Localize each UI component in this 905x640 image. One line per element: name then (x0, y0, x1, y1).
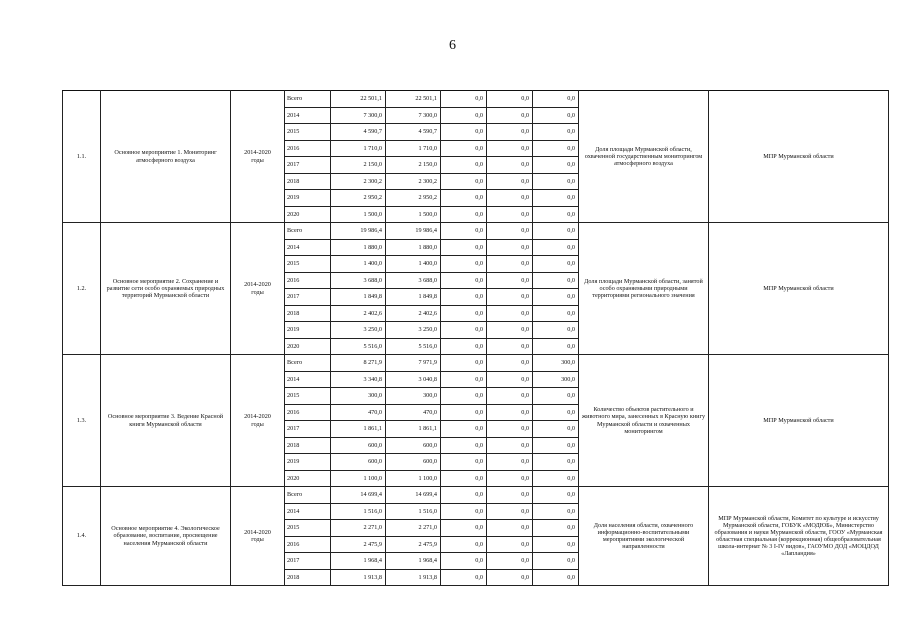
amount-regional: 2 150,0 (386, 157, 441, 174)
amount-other: 0,0 (533, 305, 579, 322)
amount-federal: 0,0 (441, 91, 487, 108)
amount-other: 300,0 (533, 371, 579, 388)
measure-name: Основное мероприятие 4. Экологическое образование, воспитание, просвещение населения Мурманской области (101, 487, 231, 586)
amount-other: 0,0 (533, 206, 579, 223)
amount-other: 0,0 (533, 223, 579, 240)
amount-federal: 0,0 (441, 289, 487, 306)
amount-federal: 0,0 (441, 404, 487, 421)
year-cell: 2015 (285, 256, 331, 273)
year-cell: 2018 (285, 305, 331, 322)
year-cell: 2019 (285, 190, 331, 207)
amount-regional: 300,0 (386, 388, 441, 405)
measure-period: 2014-2020 годы (231, 355, 285, 487)
year-cell: 2017 (285, 421, 331, 438)
year-cell: 2015 (285, 520, 331, 537)
amount-other: 0,0 (533, 256, 579, 273)
amount-federal: 0,0 (441, 322, 487, 339)
year-cell: 2016 (285, 404, 331, 421)
amount-local: 0,0 (487, 371, 533, 388)
amount-federal: 0,0 (441, 107, 487, 124)
amount-local: 0,0 (487, 355, 533, 372)
amount-federal: 0,0 (441, 503, 487, 520)
amount-federal: 0,0 (441, 256, 487, 273)
amount-other: 0,0 (533, 404, 579, 421)
amount-regional: 2 300,2 (386, 173, 441, 190)
amount-regional: 22 501,1 (386, 91, 441, 108)
year-cell: 2014 (285, 239, 331, 256)
amount-total: 1 100,0 (331, 470, 386, 487)
program-table (62, 90, 889, 586)
amount-other: 0,0 (533, 421, 579, 438)
amount-federal: 0,0 (441, 305, 487, 322)
year-cell: 2017 (285, 157, 331, 174)
amount-total: 600,0 (331, 454, 386, 471)
amount-other: 0,0 (533, 454, 579, 471)
amount-regional: 7 971,9 (386, 355, 441, 372)
amount-other: 0,0 (533, 157, 579, 174)
amount-total: 1 913,8 (331, 569, 386, 586)
amount-other: 0,0 (533, 91, 579, 108)
amount-total: 2 271,0 (331, 520, 386, 537)
amount-local: 0,0 (487, 470, 533, 487)
year-cell: 2014 (285, 371, 331, 388)
indicator-cell: Доля площади Мурманской области, охваченной государственным мониторингом атмосферного воздуха (579, 91, 709, 223)
amount-regional: 1 500,0 (386, 206, 441, 223)
amount-federal: 0,0 (441, 157, 487, 174)
year-cell: 2018 (285, 569, 331, 586)
year-cell: 2016 (285, 272, 331, 289)
amount-local: 0,0 (487, 256, 533, 273)
amount-local: 0,0 (487, 272, 533, 289)
amount-total: 1 849,8 (331, 289, 386, 306)
amount-federal: 0,0 (441, 487, 487, 504)
page-number: 6 (449, 38, 456, 53)
year-cell: 2019 (285, 454, 331, 471)
amount-total: 14 699,4 (331, 487, 386, 504)
amount-other: 0,0 (533, 124, 579, 141)
amount-federal: 0,0 (441, 536, 487, 553)
amount-federal: 0,0 (441, 206, 487, 223)
measure-name: Основное мероприятие 1. Мониторинг атмосферного воздуха (101, 91, 231, 223)
amount-federal: 0,0 (441, 454, 487, 471)
amount-total: 3 250,0 (331, 322, 386, 339)
amount-local: 0,0 (487, 454, 533, 471)
measure-period: 2014-2020 годы (231, 223, 285, 355)
amount-other: 0,0 (533, 272, 579, 289)
year-cell: 2019 (285, 322, 331, 339)
amount-federal: 0,0 (441, 553, 487, 570)
amount-total: 2 950,2 (331, 190, 386, 207)
amount-other: 0,0 (533, 107, 579, 124)
amount-total: 470,0 (331, 404, 386, 421)
amount-total: 1 880,0 (331, 239, 386, 256)
amount-total: 19 986,4 (331, 223, 386, 240)
amount-total: 2 150,0 (331, 157, 386, 174)
amount-other: 0,0 (533, 470, 579, 487)
executor-cell: МПР Мурманской области, Комитет по культуре и искусству Мурманской области, ГОБУК «МОДЮБ», Министерство образования и науки Мурманской области, ГООУ «Мурманская областная специальная (коррекционная) общеобразовательная школа-интернат № 3 I-IV видов», ГАОУМО ДОД «МОЦДОД «Лапландия» (709, 487, 889, 586)
amount-other: 300,0 (533, 355, 579, 372)
amount-federal: 0,0 (441, 272, 487, 289)
amount-regional: 1 516,0 (386, 503, 441, 520)
amount-federal: 0,0 (441, 124, 487, 141)
amount-total: 5 516,0 (331, 338, 386, 355)
amount-other: 0,0 (533, 289, 579, 306)
year-cell: 2020 (285, 470, 331, 487)
amount-regional: 1 710,0 (386, 140, 441, 157)
table-row (63, 223, 889, 240)
amount-federal: 0,0 (441, 470, 487, 487)
amount-regional: 7 300,0 (386, 107, 441, 124)
amount-federal: 0,0 (441, 520, 487, 537)
amount-total: 300,0 (331, 388, 386, 405)
indicator-cell: Количество объектов растительного и животного мира, занесенных в Красную книгу Мурманской области и охваченных мониторингом (579, 355, 709, 487)
amount-other: 0,0 (533, 322, 579, 339)
amount-regional: 19 986,4 (386, 223, 441, 240)
amount-total: 2 300,2 (331, 173, 386, 190)
amount-federal: 0,0 (441, 569, 487, 586)
amount-other: 0,0 (533, 239, 579, 256)
amount-regional: 5 516,0 (386, 338, 441, 355)
table-row (63, 487, 889, 504)
amount-other: 0,0 (533, 437, 579, 454)
amount-total: 2 402,6 (331, 305, 386, 322)
amount-federal: 0,0 (441, 437, 487, 454)
amount-local: 0,0 (487, 190, 533, 207)
amount-other: 0,0 (533, 173, 579, 190)
amount-total: 4 590,7 (331, 124, 386, 141)
measure-id: 1.3. (63, 355, 101, 487)
amount-local: 0,0 (487, 404, 533, 421)
amount-other: 0,0 (533, 553, 579, 570)
table-row (63, 355, 889, 372)
amount-local: 0,0 (487, 206, 533, 223)
amount-federal: 0,0 (441, 388, 487, 405)
amount-regional: 470,0 (386, 404, 441, 421)
amount-regional: 2 402,6 (386, 305, 441, 322)
year-cell: 2018 (285, 437, 331, 454)
amount-total: 2 475,9 (331, 536, 386, 553)
amount-regional: 14 699,4 (386, 487, 441, 504)
amount-total: 1 861,1 (331, 421, 386, 438)
amount-total: 1 710,0 (331, 140, 386, 157)
measure-id: 1.2. (63, 223, 101, 355)
year-cell: 2015 (285, 388, 331, 405)
year-cell: Всего (285, 91, 331, 108)
amount-local: 0,0 (487, 124, 533, 141)
amount-local: 0,0 (487, 536, 533, 553)
amount-other: 0,0 (533, 569, 579, 586)
amount-regional: 1 400,0 (386, 256, 441, 273)
executor-cell: МПР Мурманской области (709, 355, 889, 487)
amount-local: 0,0 (487, 107, 533, 124)
year-cell: 2014 (285, 107, 331, 124)
amount-regional: 600,0 (386, 454, 441, 471)
amount-federal: 0,0 (441, 355, 487, 372)
amount-local: 0,0 (487, 487, 533, 504)
measure-id: 1.1. (63, 91, 101, 223)
amount-local: 0,0 (487, 520, 533, 537)
amount-other: 0,0 (533, 536, 579, 553)
amount-regional: 1 913,8 (386, 569, 441, 586)
amount-federal: 0,0 (441, 239, 487, 256)
amount-total: 1 400,0 (331, 256, 386, 273)
measure-id: 1.4. (63, 487, 101, 586)
amount-local: 0,0 (487, 421, 533, 438)
amount-other: 0,0 (533, 487, 579, 504)
amount-local: 0,0 (487, 305, 533, 322)
year-cell: 2016 (285, 140, 331, 157)
amount-federal: 0,0 (441, 190, 487, 207)
amount-federal: 0,0 (441, 140, 487, 157)
measure-name: Основное мероприятие 3. Ведение Красной книги Мурманской области (101, 355, 231, 487)
amount-local: 0,0 (487, 503, 533, 520)
amount-local: 0,0 (487, 173, 533, 190)
amount-total: 600,0 (331, 437, 386, 454)
amount-other: 0,0 (533, 388, 579, 405)
amount-federal: 0,0 (441, 173, 487, 190)
amount-federal: 0,0 (441, 371, 487, 388)
amount-regional: 1 968,4 (386, 553, 441, 570)
amount-regional: 4 590,7 (386, 124, 441, 141)
amount-regional: 2 271,0 (386, 520, 441, 537)
amount-total: 8 271,9 (331, 355, 386, 372)
year-cell: 2014 (285, 503, 331, 520)
amount-other: 0,0 (533, 503, 579, 520)
amount-federal: 0,0 (441, 421, 487, 438)
amount-local: 0,0 (487, 553, 533, 570)
year-cell: 2020 (285, 338, 331, 355)
year-cell: 2017 (285, 289, 331, 306)
table-body (63, 91, 889, 586)
indicator-cell: Доля площади Мурманской области, занятой особо охраняемыми природными территориями регионального значения (579, 223, 709, 355)
amount-local: 0,0 (487, 338, 533, 355)
amount-regional: 1 100,0 (386, 470, 441, 487)
amount-other: 0,0 (533, 140, 579, 157)
amount-regional: 1 861,1 (386, 421, 441, 438)
amount-regional: 1 880,0 (386, 239, 441, 256)
year-cell: 2020 (285, 206, 331, 223)
amount-total: 7 300,0 (331, 107, 386, 124)
amount-total: 1 516,0 (331, 503, 386, 520)
amount-federal: 0,0 (441, 223, 487, 240)
amount-total: 3 688,0 (331, 272, 386, 289)
amount-other: 0,0 (533, 520, 579, 537)
amount-local: 0,0 (487, 239, 533, 256)
executor-cell: МПР Мурманской области (709, 91, 889, 223)
amount-total: 3 340,8 (331, 371, 386, 388)
executor-cell: МПР Мурманской области (709, 223, 889, 355)
year-cell: Всего (285, 223, 331, 240)
year-cell: 2018 (285, 173, 331, 190)
amount-total: 1 968,4 (331, 553, 386, 570)
year-cell: 2015 (285, 124, 331, 141)
amount-local: 0,0 (487, 157, 533, 174)
amount-other: 0,0 (533, 190, 579, 207)
amount-other: 0,0 (533, 338, 579, 355)
amount-local: 0,0 (487, 388, 533, 405)
amount-local: 0,0 (487, 91, 533, 108)
amount-local: 0,0 (487, 437, 533, 454)
amount-local: 0,0 (487, 569, 533, 586)
amount-regional: 2 475,9 (386, 536, 441, 553)
amount-regional: 600,0 (386, 437, 441, 454)
amount-local: 0,0 (487, 140, 533, 157)
amount-regional: 3 688,0 (386, 272, 441, 289)
indicator-cell: Доля населения области, охваченного информационно-воспитательными мероприятиями экологической направленности (579, 487, 709, 586)
year-cell: Всего (285, 487, 331, 504)
amount-regional: 2 950,2 (386, 190, 441, 207)
measure-period: 2014-2020 годы (231, 91, 285, 223)
amount-regional: 3 040,8 (386, 371, 441, 388)
amount-total: 1 500,0 (331, 206, 386, 223)
amount-regional: 3 250,0 (386, 322, 441, 339)
amount-local: 0,0 (487, 223, 533, 240)
amount-regional: 1 849,8 (386, 289, 441, 306)
year-cell: 2017 (285, 553, 331, 570)
year-cell: 2016 (285, 536, 331, 553)
measure-period: 2014-2020 годы (231, 487, 285, 586)
amount-total: 22 501,1 (331, 91, 386, 108)
amount-local: 0,0 (487, 322, 533, 339)
measure-name: Основное мероприятие 2. Сохранение и развитие сети особо охраняемых природных территорий Мурманской области (101, 223, 231, 355)
year-cell: Всего (285, 355, 331, 372)
table-row (63, 91, 889, 108)
amount-local: 0,0 (487, 289, 533, 306)
amount-federal: 0,0 (441, 338, 487, 355)
